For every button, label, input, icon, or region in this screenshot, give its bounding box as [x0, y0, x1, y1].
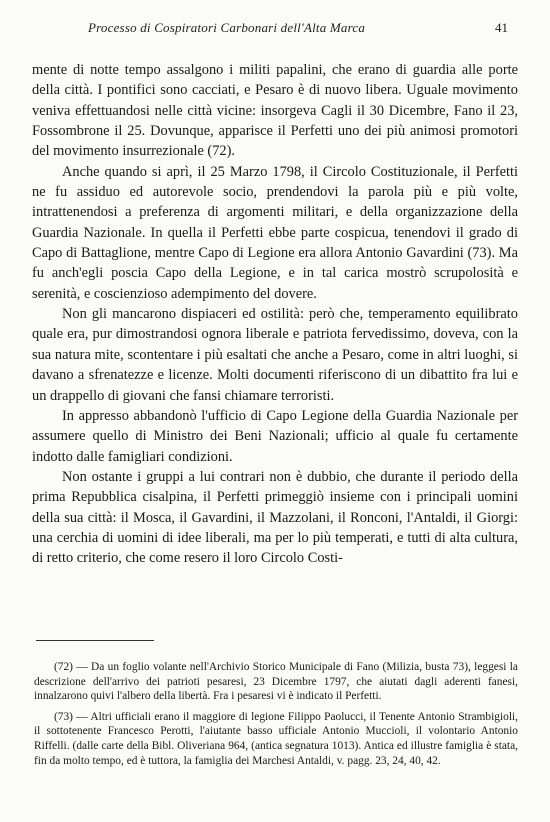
- running-title: Processo di Cospiratori Carbonari dell'Alta Marca: [88, 20, 366, 35]
- footnote-73: (73) — Altri ufficiali erano il maggiore di legione Filippo Paolucci, il Tenente Antonio Strambigioli, il sottotenente Francesco Perotti, l'aiutante basso ufficiale Antonio Muccioli, il volontario Antonio Riffelli. (dalle carte della Bibl. Oliveriana 964, (antica segnatura 1013). Antica ed illustre famiglia è stata, fin da molto tempo, ed è tuttora, la famiglia dei Marchesi Antaldi, v. pagg. 23, 24, 40, 42.: [34, 710, 518, 767]
- footnote-separator: [36, 640, 154, 641]
- paragraph: mente di notte tempo assalgono i militi papalini, che erano di guardia alle porte della città. I pontifici sono cacciati, e Pesaro è di nuovo libera. Uguale movimento veniva effettuandosi nelle città vicine: insorgeva Cagli il 30 Dicembre, Fano il 23, Fossombrone il 25. Dovunque, apparisce il Perfetti uno dei più animosi promotori del movimento insurrezionale (72).: [32, 62, 518, 160]
- body-text: [32, 60, 518, 569]
- paragraph: Non gli mancarono dispiaceri ed ostilità: però che, temperamento equilibrato quale era, pur dimostrandosi ognora liberale e patriota fervedissimo, doveva, con la sua natura mite, scontentare i più esaltati che anche a Pesaro, come in altri luoghi, si davano a sfrenatezze e licenze. Molti documenti riferiscono di un dibattito fra lui e un drappello di giovani che fansi chiamare terroristi.: [32, 306, 518, 404]
- page-number: 41: [495, 20, 508, 35]
- footnote-72: (72) — Da un foglio volante nell'Archivio Storico Municipale di Fano (Milizia, busta 73), leggesi la descrizione dell'arrivo dei patrioti pesaresi, 23 Dicembre 1797, che aiutati dagli aderenti fanesi, innalzarono quivi l'albero della libertà. Fra i pesaresi vi è indicato il Perfetti.: [34, 661, 518, 703]
- footnotes: [34, 660, 518, 774]
- paragraph: In appresso abbandonò l'ufficio di Capo Legione della Guardia Nazionale per assumere quello di Ministro dei Beni Nazionali; ufficio al quale fu certamente indotto dalle famigliari condizioni.: [32, 407, 518, 465]
- page-header: [0, 20, 550, 40]
- paragraph: Anche quando si aprì, il 25 Marzo 1798, il Circolo Costituzionale, il Perfetti ne fu assiduo ed autorevole socio, prendendovi la parola più e più volte, intrattenendosi a preferenza di argomenti militari, e della organizzazione della Guardia Nazionale. In quella il Perfetti ebbe parte cospicua, tenendovi il grado di Capo di Battaglione, mentre Capo di Legione era allora Antonio Gavardini (73). Ma fu anch'egli poscia Capo della Legione, e in tal carica mostrò scrupolosità e serenità, e coscienzioso adempimento del dovere.: [32, 163, 518, 302]
- paragraph: Non ostante i gruppi a lui contrari non è dubbio, che durante il periodo della prima Repubblica cisalpina, il Perfetti primeggiò insieme con i principali uomini della sua città: il Mosca, il Gavardini, il Mazzolani, il Ronconi, l'Antaldi, il Giorgi: una cerchia di uomini di idee liberali, ma per lo più temperati, e tutti di alta cultura, di retto criterio, che come resero il loro Circolo Costi-: [32, 468, 518, 567]
